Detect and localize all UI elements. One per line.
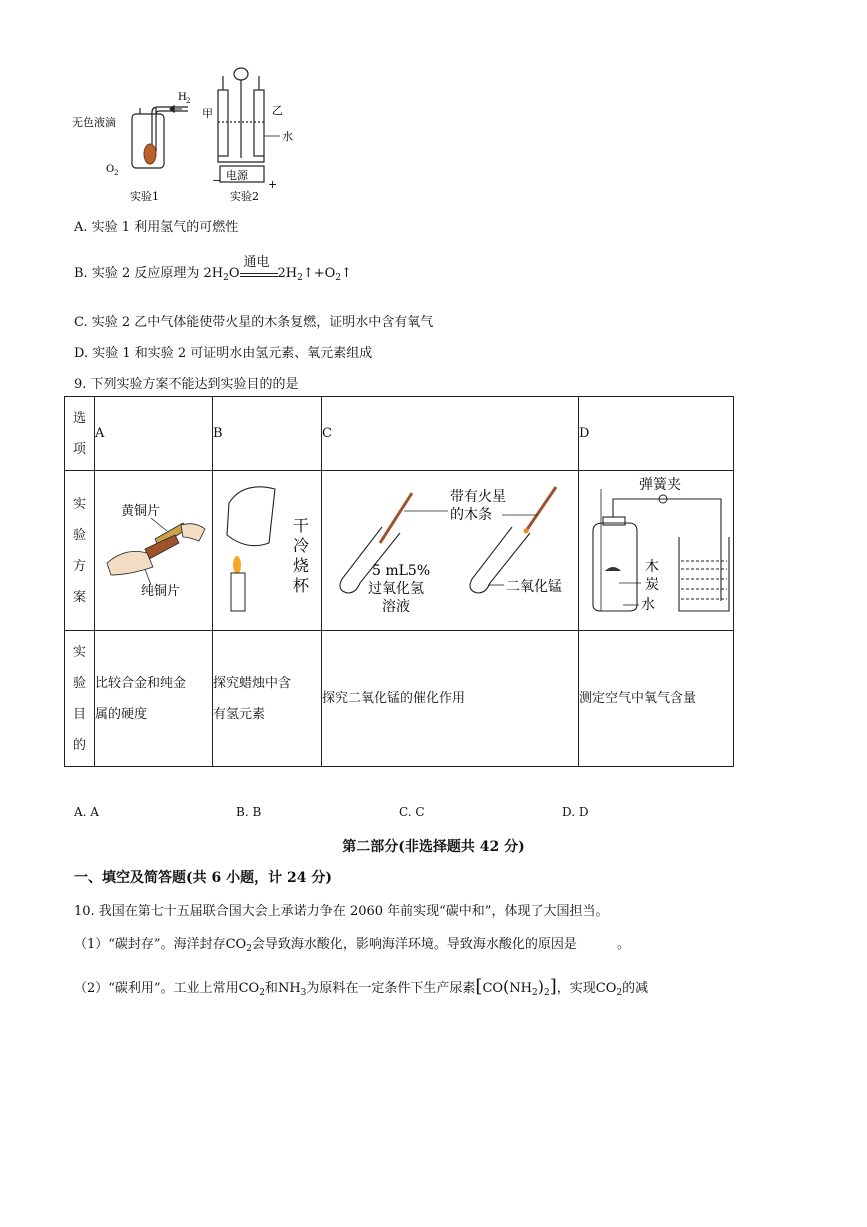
h2o2-label: 5 mL5% — [372, 563, 431, 579]
plan-b-figure — [213, 471, 322, 631]
electrolysis-condition: 通电 — [243, 255, 270, 270]
brass-label: 黄铜片 — [121, 504, 161, 519]
flame-icon — [233, 556, 241, 574]
svg-text:过氧化氢: 过氧化氢 — [368, 581, 424, 597]
water-label-d: 水 — [641, 597, 655, 613]
o2-subscript: 2 — [114, 169, 119, 177]
col-c-header: C — [322, 397, 579, 471]
power-label: 电源 — [226, 169, 248, 182]
liquid-drop-label: 无色液滴 — [72, 116, 116, 129]
q8-option-c: C. 实验 2 乙中气体能使带火星的木条复燃，证明水中含有氧气 — [74, 315, 434, 330]
col-d-header: D — [579, 397, 734, 471]
mno2-label: 二氧化锰 — [506, 579, 562, 595]
dry-label: 干 — [293, 516, 310, 535]
plus-terminal: + — [268, 178, 278, 191]
svg-text:冷: 冷 — [293, 536, 310, 555]
section-title: 一、填空及简答题(共 6 小题，计 24 分) — [74, 870, 332, 886]
h2-subscript: 2 — [186, 97, 191, 105]
purpose-b: 探究蜡烛中含 有氢元素 — [213, 631, 322, 767]
q8-option-b-prefix: B. 实验 2 反应原理为 2H — [74, 266, 224, 281]
splint-label: 带有火星 — [450, 489, 506, 505]
col-a-header: A — [95, 397, 213, 471]
o2-label: O — [106, 164, 115, 175]
glowing-splint-1 — [380, 493, 412, 543]
purpose-d: 测定空气中氧气含量 — [579, 631, 734, 767]
candle-icon — [231, 573, 245, 611]
plan-c-figure — [322, 471, 579, 631]
h2-label: H — [178, 92, 187, 103]
purpose-a: 比较合金和纯金 属的硬度 — [95, 631, 213, 767]
svg-text:炭: 炭 — [645, 577, 659, 593]
q9-stem: 9. 下列实验方案不能达到实验目的的是 — [74, 377, 299, 392]
jia-label: 甲 — [202, 107, 213, 120]
experiment1-caption: 实验1 — [130, 190, 159, 203]
gas-bottle — [593, 523, 637, 611]
experiment1-apparatus — [132, 106, 188, 168]
cold-beaker-icon — [227, 487, 275, 546]
clamp-label: 弹簧夹 — [639, 477, 681, 493]
part2-title: 第二部分(非选择题共 42 分) — [342, 839, 525, 855]
experiment2-apparatus — [218, 68, 264, 182]
svg-text:溶液: 溶液 — [382, 599, 410, 615]
svg-text:烧: 烧 — [293, 556, 310, 575]
q10-part2: （2）“碳利用”。工业上常用$CO_2$和$NH_3$为原料在一定条件下生产尿素$[CO(NH_2)_2]$，实现$CO_2$的减 — [74, 976, 649, 998]
electrolysis-figure — [70, 62, 310, 207]
experiment2-caption: 实验2 — [230, 190, 259, 203]
yi-label: 乙 — [272, 104, 283, 117]
svg-text:的木条: 的木条 — [450, 507, 492, 523]
charcoal-spoon — [605, 567, 621, 571]
q9-table — [64, 396, 734, 767]
minus-terminal: − — [212, 174, 222, 187]
q8-option-a: A. 实验 1 利用氢气的可燃性 — [74, 220, 239, 235]
plan-label: 实 验 方 案 — [65, 471, 95, 631]
q9-choice-c[interactable]: C. C — [399, 805, 425, 819]
plan-a-figure — [95, 471, 213, 631]
glass-tube — [613, 499, 721, 601]
q8-option-b: B. 实验 2 反应原理为 $2H_2O$ 通电 $2H_2↑+O_2↑$ — [74, 262, 352, 283]
copper-label: 纯铜片 — [141, 584, 181, 599]
q9-choice-a[interactable]: A. A — [74, 805, 99, 819]
glowing-splint-2 — [526, 487, 556, 531]
plan-d-figure — [579, 471, 734, 631]
purpose-c: 探究二氧化锰的催化作用 — [322, 631, 579, 767]
q10-part1: （1）“碳封存”。海洋封存$CO_2$会导致海水酸化，影响海洋环境。导致海水酸化的原因是 。 — [74, 937, 630, 954]
svg-text:杯: 杯 — [293, 576, 310, 595]
charcoal-label: 木 — [645, 559, 659, 575]
col-b-header: B — [213, 397, 322, 471]
option-label: 选 项 — [65, 397, 95, 471]
water-label: 水 — [282, 130, 293, 143]
purpose-label: 实 验 目 的 — [65, 631, 95, 767]
q9-choice-d[interactable]: D. D — [562, 805, 589, 819]
q10-stem: 10. 我国在第七十五届联合国大会上承诺力争在 2060 年前实现“碳中和”，体现了大国担当。 — [74, 904, 609, 919]
q8-option-d: D. 实验 1 和实验 2 可证明水由氢元素、氧元素组成 — [74, 346, 373, 361]
q9-choice-b[interactable]: B. B — [236, 805, 262, 819]
